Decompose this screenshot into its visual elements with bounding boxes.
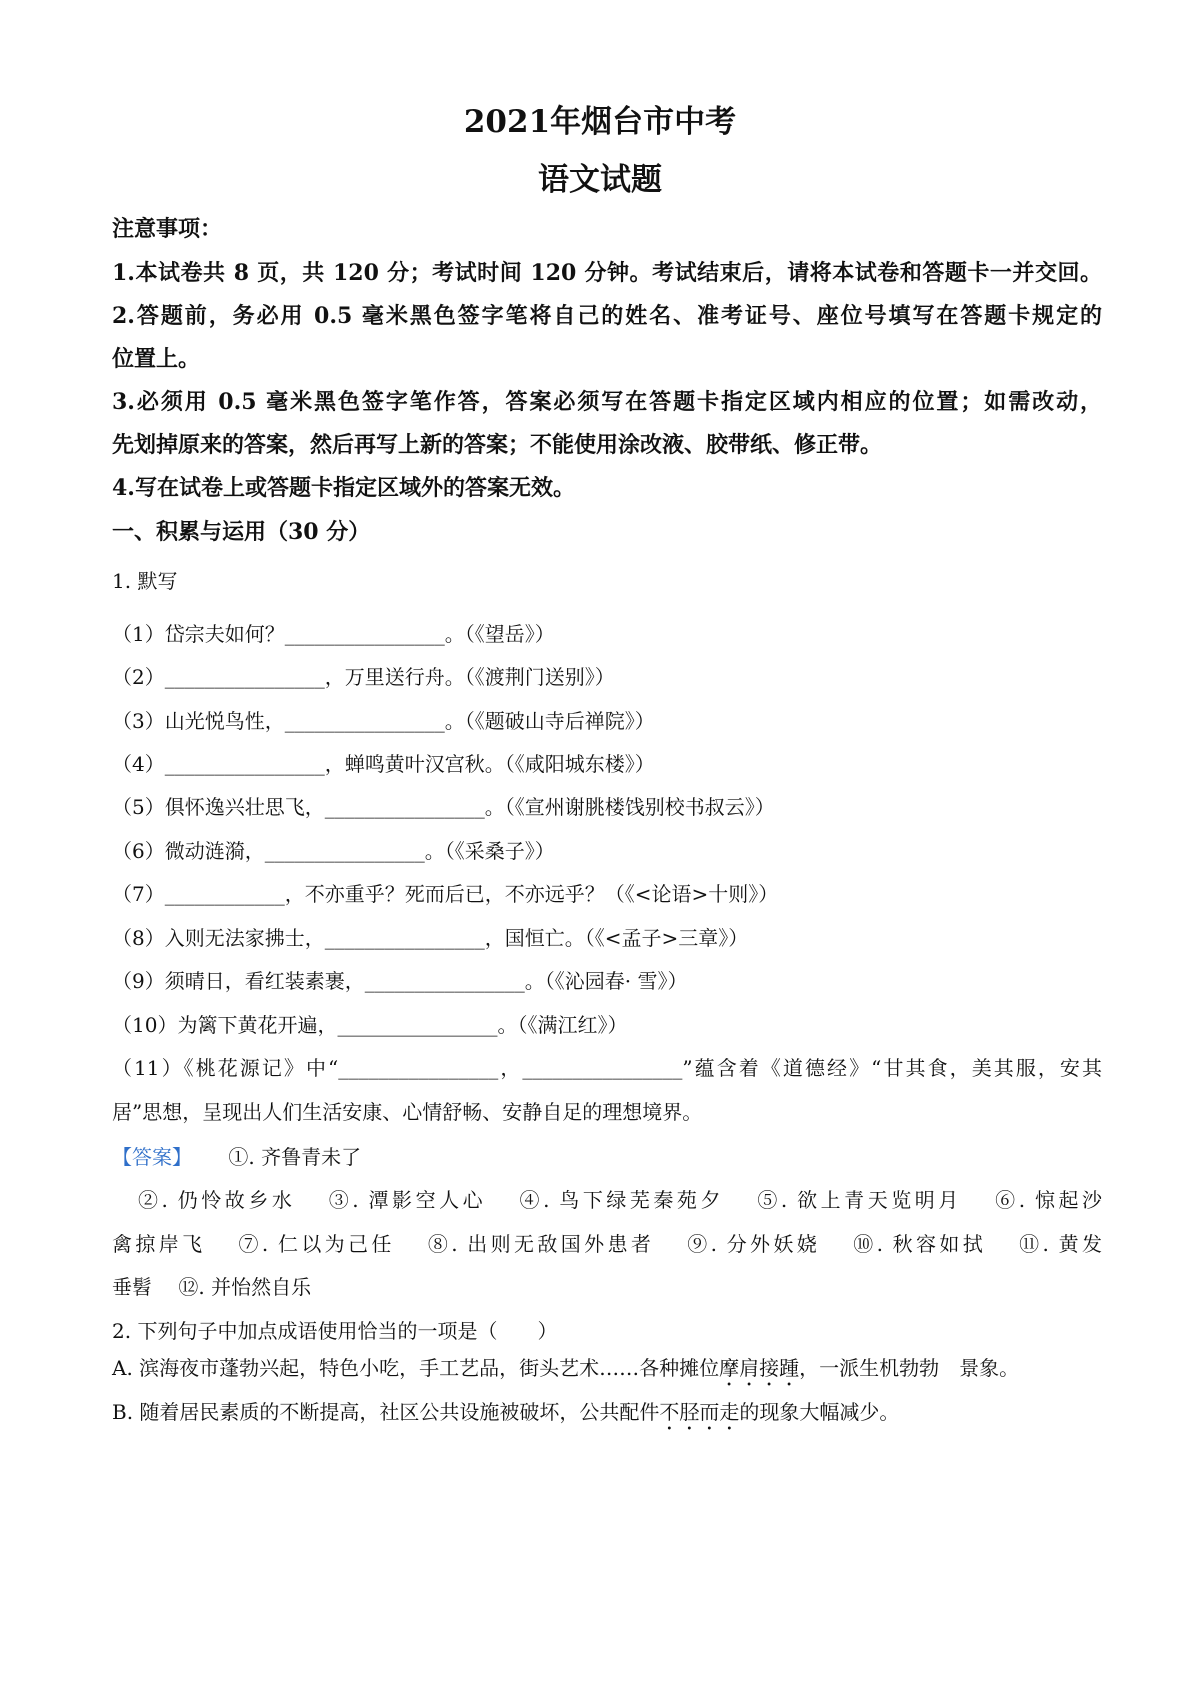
answer-line-4: 垂髫 ⑫. 并怡然自乐 xyxy=(112,1275,312,1299)
answer-line-1: ①. 齐鲁青未了 xyxy=(228,1145,362,1169)
question-1-item-11-line-2: 居”思想，呈现出人们生活安康、心情舒畅、安静自足的理想境界。 xyxy=(112,1100,703,1124)
exam-subtitle: 语文试题 xyxy=(538,162,662,198)
notice-item-3-line-2: 先划掉原来的答案，然后再写上新的答案；不能使用涂改液、胶带纸、修正带。 xyxy=(112,432,883,458)
question-1-item-9: （9）须晴日，看红装素裹，________________。（《沁园春· 雪》） xyxy=(112,969,688,993)
question-1-item-10: （10）为篱下黄花开遍，________________。（《满江红》） xyxy=(112,1013,628,1037)
notice-item-2-line-2: 位置上。 xyxy=(112,346,201,372)
question-1-item-11-line-1: （11）《桃花源记》中“________________，________________”蕴含着《道德经》“甘其食，美其服，安其 xyxy=(112,1056,1102,1080)
option-a-text-before: A. 滨海夜市蓬勃兴起，特色小吃，手工艺品，街头艺术……各种摊位 xyxy=(112,1356,720,1380)
exam-title: 2021年烟台市中考 xyxy=(463,104,737,140)
question-1-item-8: （8）入则无法家拂士，________________，国恒亡。（《<孟子>三章》） xyxy=(112,926,749,950)
question-2-option-b xyxy=(112,1396,1102,1435)
option-b-dotted-idiom: 不胫而走 xyxy=(659,1400,740,1424)
question-1-item-2: （2）________________，万里送行舟。（《渡荆门送别》） xyxy=(112,665,615,689)
option-a-dotted-idiom: 摩肩接踵 xyxy=(719,1356,800,1380)
section-1-heading: 一、积累与运用（30 分） xyxy=(112,519,371,545)
question-2-option-a xyxy=(112,1352,1102,1391)
answer-tag: 【答案】 xyxy=(112,1145,192,1169)
question-1-item-4: （4）________________，蝉鸣黄叶汉宫秋。（《咸阳城东楼》） xyxy=(112,752,655,776)
answer-line-3: 禽掠岸飞 ⑦. 仁以为己任 ⑧. 出则无敌国外患者 ⑨. 分外妖娆 ⑩. 秋容如拭 ⑪. 黄发 xyxy=(112,1232,1102,1256)
notice-item-3-line-1: 3.必须用 0.5 毫米黑色签字笔作答，答案必须写在答题卡指定区域内相应的位置；如需改动， xyxy=(112,389,1102,415)
option-b-text-after: 的现象大幅减少。 xyxy=(739,1400,900,1424)
question-1-item-3: （3）山光悦鸟性，________________。（《题破山寺后禅院》） xyxy=(112,709,655,733)
question-2-title: 2. 下列句子中加点成语使用恰当的一项是（ ） xyxy=(112,1319,558,1343)
question-1-title: 1. 默写 xyxy=(112,569,178,593)
option-b-text-before: B. 随着居民素质的不断提高，社区公共设施被破坏，公共配件 xyxy=(112,1400,660,1424)
answer-row-1 xyxy=(112,1141,1102,1170)
question-1-item-6: （6）微动涟漪，________________。（《采桑子》） xyxy=(112,839,555,863)
notice-item-1: 1.本试卷共 8 页，共 120 分；考试时间 120 分钟。考试结束后，请将本试卷和答题卡一并交回。 xyxy=(112,260,1102,286)
notice-heading: 注意事项： xyxy=(112,216,223,242)
question-1-item-5: （5）俱怀逸兴壮思飞，________________。（《宣州谢朓楼饯别校书叔云》） xyxy=(112,795,775,819)
question-1-item-1: （1）岱宗夫如何？________________。（《望岳》） xyxy=(112,622,555,646)
question-1-item-7: （7）____________，不亦重乎？死而后已，不亦远乎？（《<论语>十则》） xyxy=(112,882,779,906)
option-a-text-after: ，一派生机勃勃 景象。 xyxy=(799,1356,1020,1380)
notice-item-2-line-1: 2.答题前，务必用 0.5 毫米黑色签字笔将自己的姓名、准考证号、座位号填写在答题卡规定的 xyxy=(112,303,1102,329)
answer-line-2: ②. 仍怜故乡水 ③. 潭影空人心 ④. 鸟下绿芜秦苑夕 ⑤. 欲上青天览明月 ⑥. 惊起沙 xyxy=(138,1188,1102,1212)
notice-item-4: 4.写在试卷上或答题卡指定区域外的答案无效。 xyxy=(112,475,575,501)
